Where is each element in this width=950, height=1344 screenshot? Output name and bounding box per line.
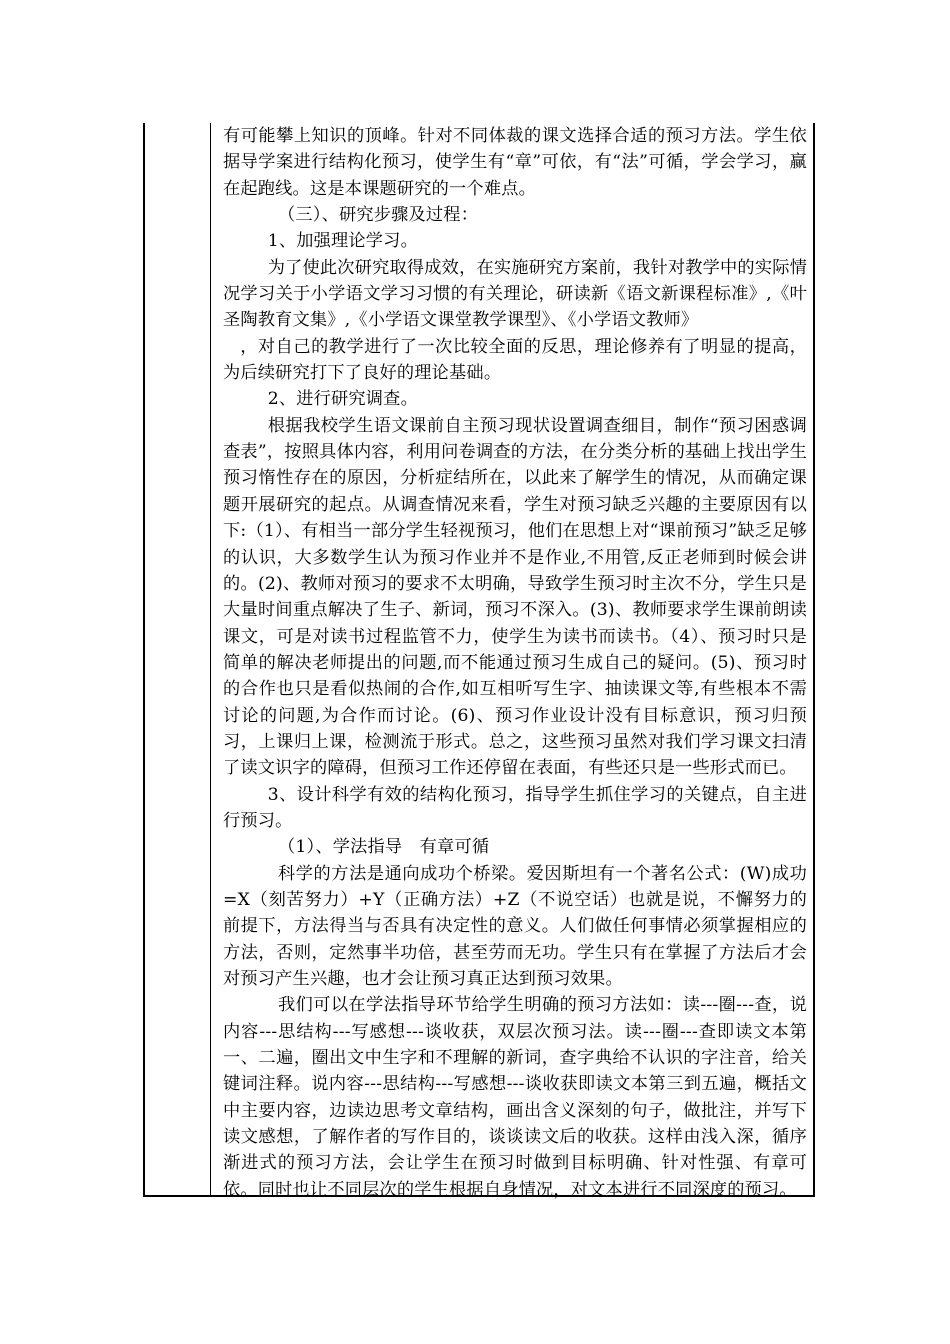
paragraph-survey: 根据我校学生语文课前自主预习现状设置调查细目，制作“预习困惑调查表”，按照具体内容，利用问卷调查的方法，在分类分析的基础上找出学生预习惰性存在的原因，分析症结所在，以此来了解学生的情况，从而确定课题开展研究的起点。从调查情况来看，学生对预习缺乏兴趣的主要原因有以下:（1）、有相当一部分学生轻视预习，他们在思想上对“课前预习”缺乏足够的认识，大多数学生认为预习作业并不是作业,不用管,反正老师到时候会讲的。(2)、教师对预习的要求不太明确，导致学生预习时主次不分，学生只是大量时间重点解决了生子、新词，预习不深入。(3)、教师要求学生课前朗读课文，可是对读书过程监管不力，使学生为读书而读书。（4）、预习时只是简单的解决老师提出的问题,而不能通过预习生成自己的疑问。(5)、预习时的合作也只是看似热闹的合作,如互相听写生字、抽读课文等,有些根本不需讨论的问题,为合作而讨论。(6)、预习作业设计没有目标意识，预习归预习，上课归上课，检测流于形式。总之，这些预习虽然对我们学习课文扫清了读文识字的障碍，但预习工作还停留在表面，有些还只是一些形式而已。 <box>223 415 807 779</box>
step-heading-3: 3、设计科学有效的结构化预习，指导学生抓住学习的关键点，自主进行预习。 <box>223 784 807 831</box>
paragraph-method: 科学的方法是通向成功个桥梁。爱因斯坦有一个著名公式：(W)成功=X（刻苦努力）+Y（正确方法）+Z（不说空话）也就是说，不懈努力的前提下，方法得当与否具有决定性的意义。人们做任何事情必须掌握相应的方法，否则，定然事半功倍，甚至劳而无功。学生只有在掌握了方法后才会对预习产生兴趣，也才会让预习真正达到预习效果。 <box>223 863 807 989</box>
paragraph-theory: 为了使此次研究取得成效，在实施研究方案前，我针对教学中的实际情况学习关于小学语文学习习惯的有关理论，研读新《语文新课程标准》,《叶圣陶教育文集》,《小学语文课堂教学课型》、《小学语文教师》 <box>223 257 807 331</box>
paragraph-reflection: ，对自己的教学进行了一次比较全面的反思，理论修养有了明显的提高，为后续研究打下了良好的理论基础。 <box>223 336 807 384</box>
step-heading-1: 1、加强理论学习。 <box>267 231 418 252</box>
section-heading-3: （三）、研究步骤及过程： <box>278 205 479 226</box>
paragraph-guidance: 我们可以在学法指导环节给学生明确的预习方法如：读---圈---查，说内容---思结构---写感想---谈收获，双层次预习法。读---圈---查即读文本第一、二遍，圈出文中生字和不理解的新词，查字典给不认识的字注音，给关键词注释。说内容---思结构---写感想---谈收获即读文本第三到五遍，概括文中主要内容，边读边思考文章结构，画出含义深刻的句子，做批注，并写下读文感想，了解作者的写作目的，谈谈读文后的收获。这样由浅入深，循序渐进式的预习方法，会让学生在预习时做到目标明确、针对性强、有章可依。同时也让不同层次的学生根据自身情况，对文本进行不同深度的预习。 <box>223 995 807 1200</box>
paragraph-1: 有可能攀上知识的顶峰。针对不同体裁的课文选择合适的预习方法。学生依据导学案进行结构化预习，使学生有“章”可依，有“法”可循，学会学习，赢在起跑线。这是本课题研究的一个难点。 <box>223 126 807 199</box>
content-cell <box>223 123 807 1203</box>
document-table <box>143 123 815 1200</box>
left-label-column <box>145 123 211 1195</box>
sub-heading-1: （1）、学法指导 有章可循 <box>278 837 490 858</box>
step-heading-2: 2、进行研究调查。 <box>267 389 418 410</box>
